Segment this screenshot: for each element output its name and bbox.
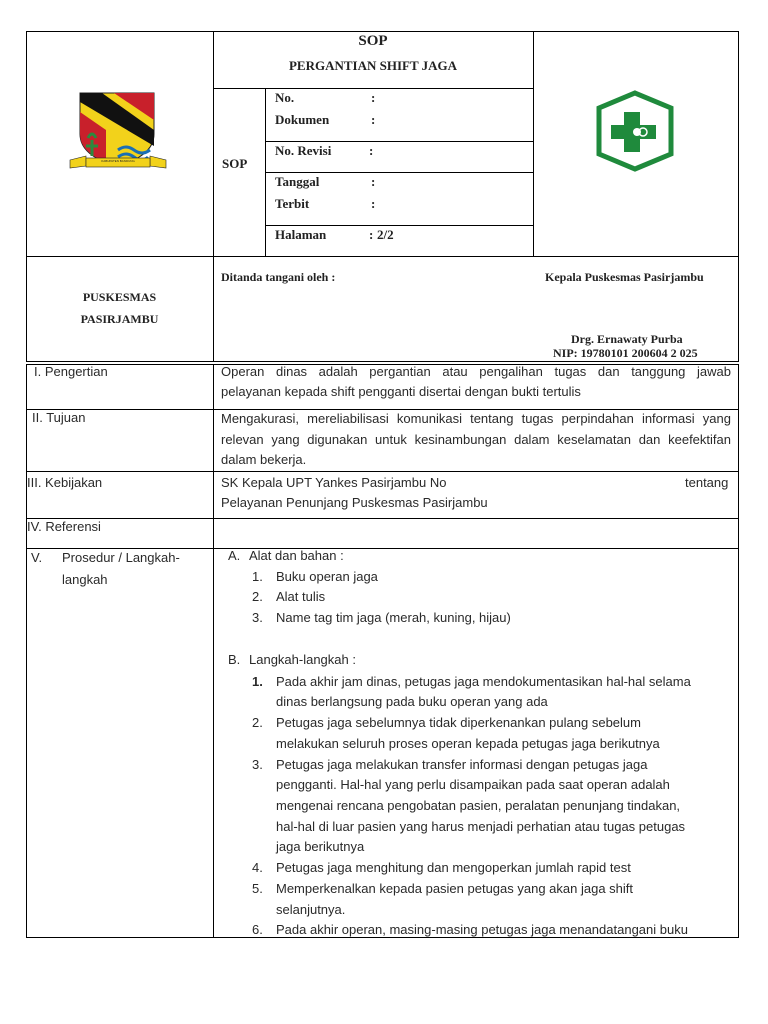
signed-by-label: Ditanda tangani oleh : — [221, 270, 336, 284]
subsection-a-title: Alat dan bahan : — [249, 548, 344, 563]
subsection-b-marker: B. — [228, 652, 241, 667]
field-revisi-label: No. Revisi — [275, 143, 332, 158]
section-pengertian-label: I. Pengertian — [34, 364, 108, 379]
step-line: selanjutnya. — [276, 902, 346, 917]
pengertian-line-2: pelayanan kepada shift pengganti disertai dengan bukti tertulis — [221, 384, 581, 399]
step-line: mengenai rencana pengobatan pasien, peralatan penunjang tindakan, — [276, 798, 681, 813]
kebijakan-line-2: Pelayanan Penunjang Puskesmas Pasirjambu — [221, 495, 488, 510]
health-ministry-logo — [593, 90, 677, 172]
sop-title: SOP — [358, 33, 388, 49]
field-terbit-label: Terbit — [275, 196, 310, 211]
tujuan-line-3: dalam bekerja. — [221, 452, 307, 467]
list-item-number: 3. — [252, 610, 263, 625]
field-dokumen-label: Dokumen — [275, 112, 330, 127]
step-number: 2. — [252, 715, 263, 730]
step-line: hal-hal di luar pasien yang harus menjadi perhatian atau tugas petugas — [276, 819, 686, 834]
field-tanggal-sep: : — [371, 174, 376, 189]
tujuan-line-1: Mengakurasi, mereliabilisasi komunikasi tentang tugas perpindahan informasi yang — [221, 411, 731, 426]
step-number: 1. — [252, 674, 263, 689]
list-item-number: 2. — [252, 589, 263, 604]
step-line: Pada akhir operan, masing-masing petugas jaga menandatangani buku — [276, 922, 688, 937]
step-line: jaga berikutnya — [276, 839, 365, 854]
step-number: 6. — [252, 922, 263, 937]
step-line: Petugas jaga menghitung dan mengoperkan jumlah rapid test — [276, 860, 631, 875]
pengertian-line-1: Operan dinas adalah pergantian atau pengalihan tugas dan tanggung jawab — [221, 364, 731, 379]
sop-left-label: SOP — [222, 156, 248, 171]
field-tanggal-label: Tanggal — [275, 174, 320, 189]
list-item: Name tag tim jaga (merah, kuning, hijau) — [276, 610, 511, 625]
field-terbit-sep: : — [371, 196, 376, 211]
kebijakan-line-1: SK Kepala UPT Yankes Pasirjambu No — [221, 475, 447, 490]
sop-subtitle: PERGANTIAN SHIFT JAGA — [288, 58, 458, 73]
field-halaman-sep: : — [369, 227, 374, 242]
section-prosedur-number: V. — [31, 550, 43, 565]
step-line: dinas berlangsung pada buku operan yang ada — [276, 694, 548, 709]
org-name-line2: PASIRJAMBU — [80, 312, 159, 326]
field-revisi-sep: : — [369, 143, 374, 158]
head-title: Kepala Puskesmas Pasirjambu — [545, 270, 704, 284]
step-number: 3. — [252, 757, 263, 772]
kebijakan-line-1-right: tentang — [685, 475, 729, 490]
step-line: Petugas jaga sebelumnya tidak diperkenankan pulang sebelum — [276, 715, 641, 730]
regency-logo-banner: KABUPATEN BANDUNG — [101, 159, 135, 163]
org-name-line1: PUSKESMAS — [82, 290, 157, 304]
step-line: Pada akhir jam dinas, petugas jaga mendokumentasikan hal-hal selama — [276, 674, 691, 689]
step-line: pengganti. Hal-hal yang perlu disampaikan pada saat operan adalah — [276, 777, 670, 792]
section-kebijakan-label: III. Kebijakan — [27, 475, 103, 490]
section-referensi-label: IV. Referensi — [27, 519, 101, 534]
section-prosedur-label-1: Prosedur / Langkah- — [62, 550, 180, 565]
step-line: Memperkenalkan kepada pasien petugas yang akan jaga shift — [276, 881, 634, 896]
field-halaman-label: Halaman — [275, 227, 327, 242]
field-no-sep: : — [371, 90, 376, 105]
section-tujuan-label: II. Tujuan — [32, 410, 86, 425]
list-item-number: 1. — [252, 569, 263, 584]
section-prosedur-label-2: langkah — [62, 572, 108, 587]
list-item: Buku operan jaga — [276, 569, 378, 584]
tujuan-line-2: relevan yang digunakan untuk kesinambungan dalam keselamatan dan keefektifan — [221, 432, 731, 447]
step-number: 5. — [252, 881, 263, 896]
subsection-a-marker: A. — [228, 548, 241, 563]
head-nip: NIP: 19780101 200604 2 025 — [553, 346, 698, 360]
subsection-b-title: Langkah-langkah : — [249, 652, 356, 667]
field-halaman-value: 2/2 — [377, 227, 394, 242]
field-no-label: No. — [275, 90, 295, 105]
head-name: Drg. Ernawaty Purba — [571, 332, 683, 346]
step-line: melakukan seluruh proses operan kepada petugas jaga berikutnya — [276, 736, 660, 751]
list-item: Alat tulis — [276, 589, 326, 604]
step-number: 4. — [252, 860, 263, 875]
step-line: Petugas jaga melakukan transfer informasi dengan petugas jaga — [276, 757, 648, 772]
field-dokumen-sep: : — [371, 112, 376, 127]
